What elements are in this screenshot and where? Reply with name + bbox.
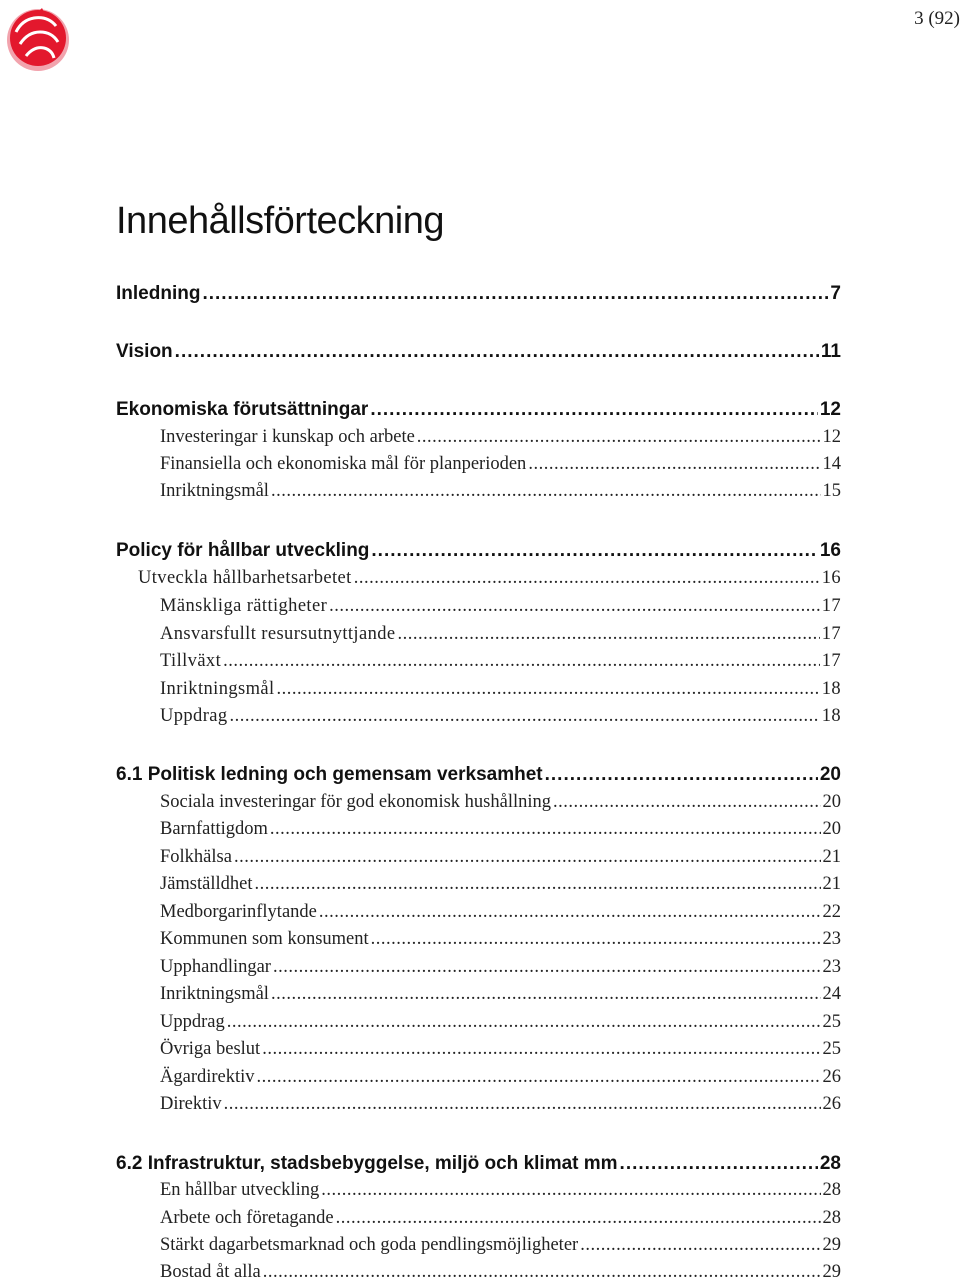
toc-entry-label: Medborgarinflytande [160, 902, 317, 922]
toc-entry-page: 16 [821, 568, 841, 588]
toc-entry-label: Uppdrag [160, 706, 228, 726]
toc-entry-page: 17 [821, 596, 841, 616]
toc-entry-label: Policy för hållbar utveckling [116, 540, 370, 561]
toc-entry-inriktningsmal-2[interactable] [160, 679, 841, 705]
toc-entry-page: 28 [819, 1153, 841, 1174]
toc-leader-dots [227, 1012, 821, 1033]
toc-entry-page: 20 [822, 819, 841, 839]
toc-entry-finansiella[interactable] [160, 454, 841, 480]
toc-leader-dots [277, 679, 820, 700]
toc-leader-dots [254, 874, 820, 895]
toc-entry-label: Inriktningsmål [160, 984, 269, 1004]
toc-entry-label: Uppdrag [160, 1012, 225, 1032]
toc-entry-barnfattigdom[interactable] [160, 819, 841, 845]
toc-leader-dots [553, 792, 821, 813]
toc-entry-dagarbetsmarknad[interactable] [160, 1235, 841, 1261]
toc-entry-page: 7 [830, 283, 841, 304]
toc-leader-dots [417, 427, 821, 448]
toc-leader-dots [223, 651, 820, 672]
toc-entry-tillvaxt[interactable] [160, 651, 841, 677]
toc-entry-page: 20 [822, 792, 841, 812]
toc-entry-page: 21 [822, 874, 841, 894]
toc-entry-upphandlingar[interactable] [160, 957, 841, 983]
toc-entry-label: Folkhälsa [160, 847, 232, 867]
toc-leader-dots [273, 957, 821, 978]
toc-leader-dots [175, 341, 819, 363]
toc-leader-dots [580, 1235, 820, 1256]
toc-entry-page: 16 [819, 540, 841, 561]
toc-entry-inriktningsmal-3[interactable] [160, 984, 841, 1010]
toc-entry-bostad[interactable] [160, 1262, 841, 1288]
toc-entry-label: Tillväxt [160, 651, 222, 671]
toc-leader-dots [271, 481, 821, 502]
toc-entry-ovriga-beslut[interactable] [160, 1039, 841, 1065]
toc-entry-page: 26 [822, 1067, 841, 1087]
toc-entry-label: Mänskliga rättigheter [160, 596, 328, 616]
toc-entry-direktiv[interactable] [160, 1094, 841, 1120]
toc-entry-label: Övriga beslut [160, 1039, 261, 1059]
toc-leader-dots [270, 819, 821, 840]
toc-leader-dots [224, 1094, 821, 1115]
toc-leader-dots [263, 1262, 821, 1283]
toc-entry-page: 25 [822, 1039, 841, 1059]
toc-leader-dots [371, 540, 817, 562]
toc-entry-label: 6.1 Politisk ledning och gemensam verksamhet [116, 764, 543, 785]
toc-entry-label: Investeringar i kunskap och arbete [160, 427, 415, 447]
toc-entry-page: 28 [822, 1208, 841, 1228]
toc-entry-6-2[interactable] [116, 1153, 841, 1179]
toc-entry-label: Kommunen som konsument [160, 929, 369, 949]
toc-entry-policy[interactable] [116, 540, 841, 566]
toc-entry-agardirektiv[interactable] [160, 1067, 841, 1093]
toc-entry-kommunen[interactable] [160, 929, 841, 955]
toc-entry-page: 12 [822, 427, 841, 447]
toc-entry-label: Ansvarsfullt resursutnyttjande [160, 624, 396, 644]
party-rose-logo [2, 2, 72, 72]
toc-entry-page: 18 [821, 679, 841, 699]
toc-leader-dots [370, 399, 818, 421]
toc-entry-label: Direktiv [160, 1094, 222, 1114]
toc-entry-page: 12 [819, 399, 841, 420]
toc-leader-dots [398, 624, 820, 645]
toc-entry-utveckla[interactable] [138, 568, 841, 594]
toc-leader-dots [620, 1153, 818, 1175]
toc-leader-dots [354, 568, 820, 589]
toc-entry-inriktningsmal[interactable] [160, 481, 841, 507]
page-title: Innehållsförteckning [116, 200, 444, 242]
toc-entry-label: Upphandlingar [160, 957, 271, 977]
toc-entry-page: 26 [822, 1094, 841, 1114]
toc-entry-jamstalldhet[interactable] [160, 874, 841, 900]
toc-entry-label: Inriktningsmål [160, 481, 269, 501]
toc-entry-label: Sociala investeringar för god ekonomisk hushållning [160, 792, 551, 812]
toc-entry-label: Ägardirektiv [160, 1067, 255, 1087]
toc-leader-dots [202, 283, 828, 305]
toc-entry-page: 21 [822, 847, 841, 867]
toc-leader-dots [230, 706, 820, 727]
toc-leader-dots [528, 454, 820, 475]
toc-leader-dots [336, 1208, 821, 1229]
toc-leader-dots [545, 764, 818, 786]
toc-entry-page: 23 [822, 929, 841, 949]
toc-entry-label: Barnfattigdom [160, 819, 268, 839]
toc-entry-inledning[interactable] [116, 283, 841, 309]
toc-entry-page: 24 [822, 984, 841, 1004]
toc-entry-page: 17 [821, 651, 841, 671]
toc-entry-label: Arbete och företagande [160, 1208, 334, 1228]
toc-entry-6-1[interactable] [116, 764, 841, 790]
toc-entry-uppdrag-2[interactable] [160, 1012, 841, 1038]
toc-entry-page: 28 [822, 1180, 841, 1200]
toc-entry-page: 29 [822, 1262, 841, 1282]
toc-entry-vision[interactable] [116, 341, 841, 367]
toc-entry-ansvarsfullt[interactable] [160, 624, 841, 650]
toc-leader-dots [371, 929, 821, 950]
toc-entry-page: 18 [821, 706, 841, 726]
toc-entry-label: Ekonomiska förutsättningar [116, 399, 369, 420]
toc-entry-uppdrag[interactable] [160, 706, 841, 732]
toc-entry-page: 11 [820, 341, 841, 362]
toc-leader-dots [321, 1180, 820, 1201]
toc-entry-page: 14 [822, 454, 841, 474]
toc-entry-page: 17 [821, 624, 841, 644]
toc-entry-manskliga[interactable] [160, 596, 841, 622]
toc-entry-folkhalsa[interactable] [160, 847, 841, 873]
toc-leader-dots [257, 1067, 821, 1088]
toc-leader-dots [271, 984, 821, 1005]
toc-entry-page: 29 [822, 1235, 841, 1255]
toc-entry-page: 25 [822, 1012, 841, 1032]
toc-entry-label: Inriktningsmål [160, 679, 275, 699]
toc-entry-label: Inledning [116, 283, 201, 304]
toc-entry-sociala[interactable] [160, 792, 841, 818]
toc-entry-ekonomiska[interactable] [116, 399, 841, 425]
toc-leader-dots [329, 596, 820, 617]
toc-entry-page: 23 [822, 957, 841, 977]
toc-entry-label: Stärkt dagarbetsmarknad och goda pendlingsmöjligheter [160, 1235, 579, 1255]
toc-leader-dots [234, 847, 821, 868]
toc-leader-dots [319, 902, 821, 923]
toc-entry-page: 22 [822, 902, 841, 922]
toc-entry-label: Finansiella och ekonomiska mål för planperioden [160, 454, 527, 474]
toc-entry-label: Utveckla hållbarhetsarbetet [138, 568, 352, 588]
page-number: 3 (92) [914, 8, 960, 29]
toc-entry-arbete[interactable] [160, 1208, 841, 1234]
toc-entry-label: Jämställdhet [160, 874, 253, 894]
toc-entry-label: Vision [116, 341, 173, 362]
toc-entry-page: 15 [822, 481, 841, 501]
toc-entry-label: En hållbar utveckling [160, 1180, 320, 1200]
toc-entry-hallbar-utveckling[interactable] [160, 1180, 841, 1206]
toc-entry-label: Bostad åt alla [160, 1262, 261, 1282]
toc-entry-investeringar[interactable] [160, 427, 841, 453]
toc-entry-page: 20 [819, 764, 841, 785]
toc-entry-medborgarinflytande[interactable] [160, 902, 841, 928]
toc-leader-dots [262, 1039, 820, 1060]
toc-entry-label: 6.2 Infrastruktur, stadsbebyggelse, miljö och klimat mm [116, 1153, 618, 1174]
